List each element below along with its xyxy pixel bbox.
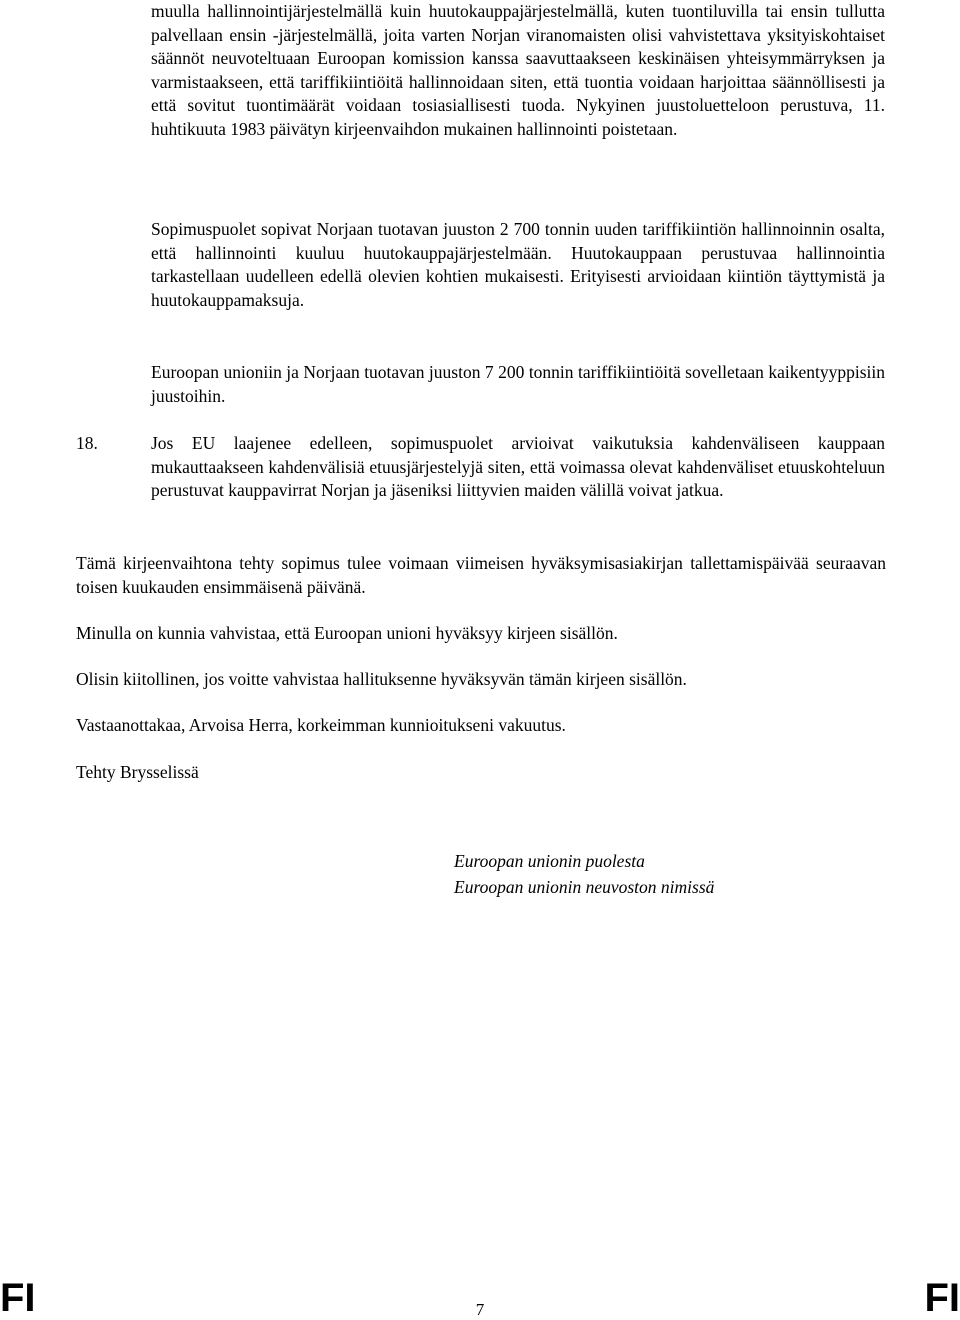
paragraph-place: Tehty Brysselissä (76, 762, 199, 782)
item-number-18: 18. (76, 433, 98, 453)
paragraph-request: Olisin kiitollinen, jos voitte vahvistaa hallituksenne hyväksyvän tämän kirjeen sisällön. (76, 669, 687, 689)
paragraph-closing: Vastaanottakaa, Arvoisa Herra, korkeimman kunnioitukseni vakuutus. (76, 715, 566, 735)
paragraph-entry-into-force: Tämä kirjeenvaihtona tehty sopimus tulee voimaan viimeisen hyväksymisasiakirjan tallettamispäivää seuraavan toisen kuukauden ensimmäisenä päivänä. (76, 553, 886, 597)
paragraph-tariff-quota-admin: muulla hallinnointijärjestelmällä kuin huutokauppajärjestelmällä, kuten tuontiluvilla tai ensin tullutta palvellaan ensin -järjestelmällä, joita varten Norjan viranomaisten olisi vahvistettava yksityiskohtaiset säännöt neuvoteltuaan Euroopan komission kanssa saavuttaakseen keskinäisen yhteisymmärryksen ja varmistaakseen, että tariffikiintiöitä hallinnoidaan siten, että tuontia voidaan harjoittaa säännöllisesti ja että sovitut tuontimäärät voidaan tosiasiallisesti tuoda. Nykyinen juustoluetteloon perustuva, 11. huhtikuuta 1983 päivätyn kirjeenvaihdon mukainen hallinnointi poistetaan. (151, 1, 885, 139)
signature-line-2: Euroopan unionin neuvoston nimissä (454, 877, 715, 897)
footer-language-code-left: FI (0, 1276, 36, 1320)
paragraph-confirmation: Minulla on kunnia vahvistaa, että Euroopan unioni hyväksyy kirjeen sisällön. (76, 623, 618, 643)
paragraph-auction-system: Sopimuspuolet sopivat Norjaan tuotavan juuston 2 700 tonnin uuden tariffikiintiön hallinnoinnin osalta, että hallinnointi kuuluu huutokauppajärjestelmään. Huutokauppaan perustuvaa hallinnointia tarkastellaan uudelleen edellä olevien kohtien mukaisesti. Erityisesti arvioidaan kiintiön täyttymistä ja huutokauppamaksuja. (151, 219, 885, 310)
paragraph-eu-enlargement: Jos EU laajenee edelleen, sopimuspuolet arvioivat vaikutuksia kahdenväliseen kauppaan mukauttaakseen kahdenvälisiä etuusjärjestelyjä siten, että voimassa olevat kahdenväliset etuuskohteluun perustuvat kauppavirrat Norjan ja jäseniksi liittyvien maiden välillä voivat jatkua. (151, 433, 885, 501)
page-number: 7 (475, 1300, 485, 1319)
signature-line-1: Euroopan unionin puolesta (454, 851, 645, 871)
paragraph-cheese-quotas: Euroopan unioniin ja Norjaan tuotavan juuston 7 200 tonnin tariffikiintiöitä sovelletaan kaikentyyppisiin juustoihin. (151, 362, 885, 406)
footer-language-code-right: FI (924, 1276, 960, 1320)
